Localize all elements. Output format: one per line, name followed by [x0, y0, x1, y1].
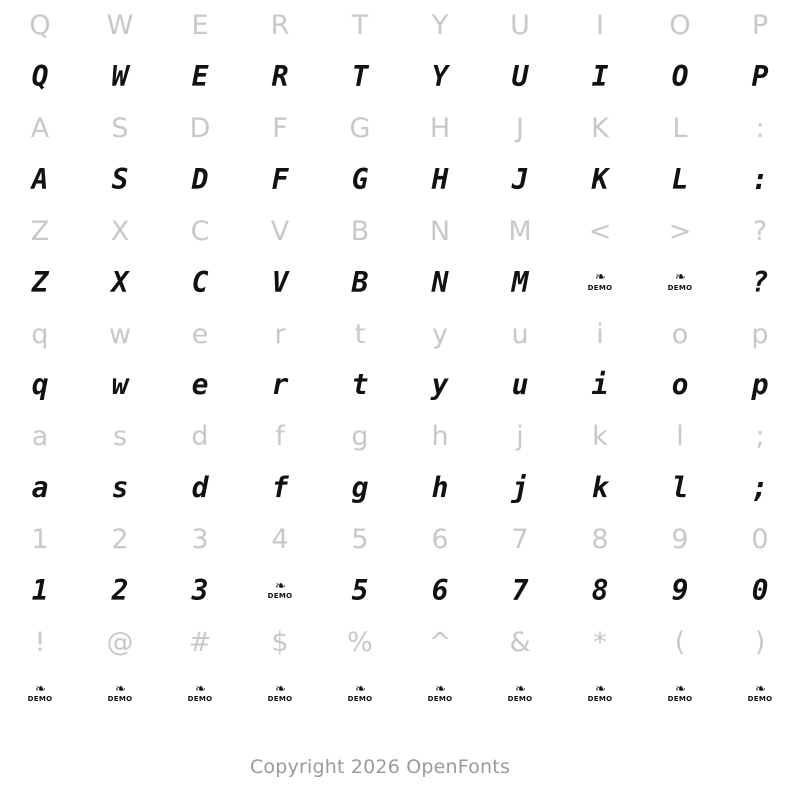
demo-word: DEMO — [587, 283, 613, 292]
glyph-cell: O — [671, 60, 689, 94]
glyph-cell: : — [751, 162, 769, 196]
glyph-cell: 7 — [511, 524, 529, 556]
glyph-cell: K — [591, 162, 609, 196]
glyph-cell: p — [751, 368, 769, 402]
glyph-cell: 9 — [671, 524, 689, 556]
glyph-cell: l — [676, 421, 684, 453]
demo-watermark-icon — [507, 681, 533, 703]
glyph-cell: Z — [31, 265, 49, 299]
demo-petals: ❧ — [435, 681, 445, 697]
glyph-cell: F — [272, 112, 288, 144]
glyph-cell: 1 — [31, 524, 49, 556]
glyph-cell: d — [191, 471, 209, 505]
demo-watermark-icon — [587, 681, 613, 703]
glyph-cell: $ — [271, 626, 289, 658]
demo-watermark-icon — [747, 681, 773, 703]
glyph-cell: j — [511, 471, 529, 505]
glyph-cell: V — [270, 215, 290, 247]
glyph-cell: p — [751, 318, 769, 350]
glyph-cell: 8 — [591, 524, 609, 556]
glyph-cell: Y — [431, 10, 449, 42]
glyph-cell: S — [111, 162, 129, 196]
glyph-cell: 3 — [191, 573, 209, 607]
glyph-cell: t — [351, 368, 369, 402]
glyph-cell: < — [588, 215, 612, 247]
demo-word: DEMO — [267, 694, 293, 703]
glyph-cell: D — [189, 112, 211, 144]
glyph-cell: 2 — [111, 524, 129, 556]
glyph-cell: h — [431, 471, 449, 505]
glyph-cell: d — [191, 421, 209, 453]
glyph-cell: L — [672, 112, 688, 144]
demo-watermark-icon — [667, 681, 693, 703]
glyph-cell: O — [669, 10, 691, 42]
demo-watermark-icon — [267, 578, 293, 601]
demo-watermark-icon — [160, 668, 240, 719]
glyph-cell: B — [350, 215, 370, 247]
demo-word: DEMO — [107, 694, 133, 703]
glyph-cell: l — [671, 471, 689, 505]
glyph-cell: J — [511, 162, 529, 196]
glyph-cell: ; — [755, 421, 765, 453]
glyph-cell: ^ — [428, 626, 452, 658]
glyph-cell: L — [671, 162, 689, 196]
demo-petals: ❧ — [35, 681, 45, 697]
glyph-cell: S — [111, 112, 129, 144]
glyph-cell: e — [191, 318, 209, 350]
glyph-cell: ? — [752, 215, 768, 247]
glyph-cell: Y — [431, 60, 449, 94]
glyph-cell: k — [591, 471, 609, 505]
glyph-cell: 0 — [751, 524, 769, 556]
glyph-cell: q — [31, 318, 49, 350]
demo-petals: ❧ — [595, 270, 605, 286]
glyph-cell: X — [110, 215, 130, 247]
demo-watermark-icon — [720, 668, 800, 719]
glyph-cell: D — [191, 162, 209, 196]
glyph-cell: i — [596, 318, 604, 350]
glyph-cell: 6 — [431, 524, 449, 556]
glyph-cell: ; — [751, 471, 769, 505]
glyph-cell: F — [271, 162, 289, 196]
demo-watermark-icon — [320, 668, 400, 719]
glyph-cell: Q — [31, 60, 49, 94]
glyph-cell: G — [349, 112, 371, 144]
glyph-cell: # — [188, 626, 212, 658]
glyph-cell: C — [190, 215, 210, 247]
demo-watermark-icon — [400, 668, 480, 719]
glyph-cell: I — [596, 10, 604, 42]
demo-word: DEMO — [747, 694, 773, 703]
glyph-cell: K — [591, 112, 609, 144]
glyph-cell: w — [108, 318, 132, 350]
glyph-cell: ? — [751, 265, 769, 299]
glyph-cell: W — [106, 10, 134, 42]
glyph-cell: I — [591, 60, 609, 94]
glyph-cell: u — [511, 368, 529, 402]
demo-watermark-icon — [80, 668, 160, 719]
demo-word: DEMO — [27, 694, 53, 703]
footer — [0, 756, 800, 778]
glyph-cell: s — [111, 471, 129, 505]
demo-word: DEMO — [507, 694, 533, 703]
glyph-cell: h — [431, 421, 449, 453]
glyph-cell: T — [351, 10, 369, 42]
demo-word: DEMO — [667, 283, 693, 292]
demo-watermark-icon — [560, 257, 640, 308]
glyph-cell: E — [191, 10, 209, 42]
demo-watermark-icon — [640, 668, 720, 719]
glyph-cell: ( — [674, 626, 686, 658]
glyph-cell: H — [429, 112, 451, 144]
glyph-cell: 9 — [671, 573, 689, 607]
glyph-cell: B — [351, 265, 369, 299]
demo-watermark-icon — [27, 681, 53, 703]
demo-watermark-icon — [240, 668, 320, 719]
glyph-cell: H — [431, 162, 449, 196]
glyph-cell: G — [351, 162, 369, 196]
demo-watermark-icon — [107, 681, 133, 703]
demo-word: DEMO — [587, 694, 613, 703]
glyph-cell: @ — [106, 626, 134, 658]
demo-watermark-icon — [587, 270, 613, 292]
demo-watermark-icon — [640, 257, 720, 308]
glyph-cell: a — [31, 421, 49, 453]
glyph-cell: > — [668, 215, 692, 247]
glyph-cell: 5 — [351, 573, 369, 607]
glyph-cell: N — [429, 215, 451, 247]
demo-word: DEMO — [347, 694, 373, 703]
demo-watermark-icon — [0, 668, 80, 719]
glyph-cell: 2 — [111, 573, 129, 607]
glyph-cell: X — [111, 265, 129, 299]
glyph-cell: M — [511, 265, 529, 299]
glyph-cell: M — [508, 215, 532, 247]
glyph-cell: & — [509, 626, 531, 658]
demo-petals: ❧ — [355, 681, 365, 697]
demo-word: DEMO — [667, 694, 693, 703]
glyph-cell: k — [592, 421, 608, 453]
glyph-cell: A — [31, 162, 49, 196]
glyph-cell: T — [351, 60, 369, 94]
glyph-cell: R — [270, 10, 290, 42]
glyph-cell: r — [271, 368, 289, 402]
demo-petals: ❧ — [195, 681, 205, 697]
glyph-cell: o — [671, 318, 689, 350]
glyph-cell: V — [271, 265, 289, 299]
glyph-cell: Z — [30, 215, 50, 247]
glyph-cell: r — [274, 318, 286, 350]
glyph-cell: t — [354, 318, 366, 350]
glyph-cell: f — [271, 471, 289, 505]
demo-watermark-icon — [187, 681, 213, 703]
glyph-cell: u — [511, 318, 529, 350]
demo-watermark-icon — [480, 668, 560, 719]
glyph-cell: y — [431, 368, 449, 402]
demo-petals: ❧ — [595, 681, 605, 697]
glyph-cell: f — [275, 421, 285, 453]
demo-watermark-icon — [267, 681, 293, 703]
glyph-cell: A — [30, 112, 50, 144]
glyph-cell: ) — [754, 626, 766, 658]
glyph-cell: 4 — [271, 524, 289, 556]
glyph-cell: 6 — [431, 573, 449, 607]
glyph-cell: * — [593, 626, 607, 658]
demo-petals: ❧ — [675, 681, 685, 697]
demo-petals: ❧ — [275, 578, 285, 594]
glyph-cell: y — [432, 318, 448, 350]
glyph-cell: j — [516, 421, 524, 453]
glyph-cell: a — [31, 471, 49, 505]
glyph-cell: P — [751, 60, 769, 94]
glyph-cell: 8 — [591, 573, 609, 607]
copyright-text: Copyright 2026 OpenFonts — [249, 756, 511, 778]
demo-watermark-icon — [667, 270, 693, 292]
glyph-cell: 1 — [31, 573, 49, 607]
glyph-cell: e — [191, 368, 209, 402]
demo-word: DEMO — [187, 694, 213, 703]
glyph-cell: g — [351, 421, 369, 453]
glyph-cell: U — [510, 10, 530, 42]
demo-petals: ❧ — [275, 681, 285, 697]
demo-word: DEMO — [267, 592, 293, 601]
glyph-cell: 5 — [351, 524, 369, 556]
glyph-cell: U — [511, 60, 529, 94]
glyph-cell: R — [271, 60, 289, 94]
glyph-cell: N — [431, 265, 449, 299]
demo-word: DEMO — [427, 694, 453, 703]
demo-watermark-icon — [427, 681, 453, 703]
demo-petals: ❧ — [515, 681, 525, 697]
glyph-cell: P — [751, 10, 769, 42]
glyph-cell: o — [671, 368, 689, 402]
glyph-cell: 7 — [511, 573, 529, 607]
glyph-cell: E — [191, 60, 209, 94]
glyph-cell: w — [111, 368, 129, 402]
glyph-cell: J — [516, 112, 524, 144]
glyph-cell: Q — [29, 10, 51, 42]
glyph-cell: s — [112, 421, 128, 453]
glyph-cell: : — [755, 112, 765, 144]
demo-watermark-icon — [560, 668, 640, 719]
glyph-cell: g — [351, 471, 369, 505]
glyph-cell: i — [591, 368, 609, 402]
demo-watermark-icon — [240, 565, 320, 616]
demo-petals: ❧ — [755, 681, 765, 697]
demo-watermark-icon — [347, 681, 373, 703]
glyph-cell: 0 — [751, 573, 769, 607]
glyph-cell: ! — [34, 626, 46, 658]
glyph-cell: W — [111, 60, 129, 94]
demo-petals: ❧ — [675, 270, 685, 286]
glyph-cell: % — [347, 626, 373, 658]
glyph-cell: q — [31, 368, 49, 402]
glyph-cell: 3 — [191, 524, 209, 556]
glyph-cell: C — [191, 265, 209, 299]
demo-petals: ❧ — [115, 681, 125, 697]
